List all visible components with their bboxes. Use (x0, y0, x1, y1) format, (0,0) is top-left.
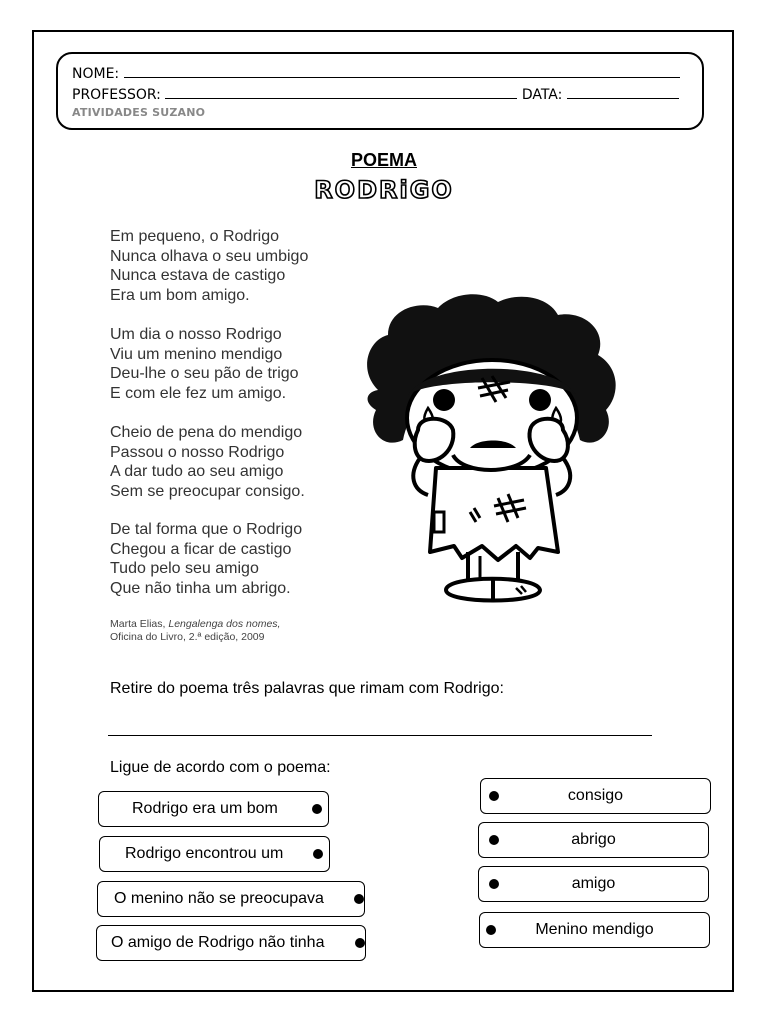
stanza-1 (110, 227, 308, 305)
poem-line: Chegou a ficar de castigo (110, 540, 292, 558)
teacher-field[interactable] (165, 86, 517, 99)
right-option-label: Menino mendigo (535, 921, 654, 938)
poem-line: Nunca estava de castigo (110, 267, 286, 284)
poem-line: De tal forma que o Rodrigo (110, 521, 303, 538)
right-option-3[interactable] (478, 866, 709, 902)
right-option-2[interactable] (478, 822, 709, 858)
left-option-1[interactable] (98, 791, 329, 827)
poem-line: Em pequeno, o Rodrigo (110, 228, 279, 245)
left-option-2[interactable] (99, 836, 330, 872)
poem-line: Era um bom amigo. (110, 286, 250, 304)
connector-dot[interactable] (312, 804, 322, 814)
answer-line[interactable] (108, 735, 652, 736)
crying-boy-icon (358, 290, 626, 620)
date-field[interactable] (567, 86, 679, 99)
connector-dot[interactable] (354, 894, 364, 904)
poem-line: Tudo pelo seu amigo (110, 560, 259, 577)
right-option-1[interactable] (480, 778, 711, 814)
connector-dot[interactable] (489, 879, 499, 889)
left-option-label: O menino não se preocupava (114, 890, 324, 907)
poem-line: Viu um menino mendigo (110, 345, 283, 363)
poem-title-text: RODRiGO (314, 176, 454, 204)
connector-dot[interactable] (313, 849, 323, 859)
connector-dot[interactable] (489, 835, 499, 845)
stanza-4 (110, 520, 302, 598)
poem-line: Que não tinha um abrigo. (110, 579, 291, 597)
question-rhymes: Retire do poema três palavras que rimam com Rodrigo: (110, 680, 504, 697)
stanza-2 (110, 325, 299, 403)
poem-line: Deu-lhe o seu pão de trigo (110, 365, 299, 382)
credit-book: Lengalenga dos nomes, (168, 618, 281, 630)
teacher-label: PROFESSOR: (72, 87, 161, 103)
connector-dot[interactable] (486, 925, 496, 935)
connector-dot[interactable] (355, 938, 365, 948)
poem-line: A dar tudo ao seu amigo (110, 463, 284, 480)
right-option-label: amigo (571, 875, 616, 892)
date-label: DATA: (521, 87, 563, 103)
name-row (72, 65, 680, 82)
poem-credit (110, 618, 280, 644)
header-box (56, 52, 704, 130)
poem-label: POEMA (350, 150, 417, 170)
poem-line: Um dia o nosso Rodrigo (110, 326, 282, 343)
right-option-4[interactable] (479, 912, 710, 948)
connector-dot[interactable] (489, 791, 499, 801)
left-option-label: O amigo de Rodrigo não tinha (111, 934, 325, 951)
credit-publisher: Oficina do Livro, 2.ª edição, 2009 (110, 631, 265, 643)
question-match: Ligue de acordo com o poema: (110, 759, 331, 776)
credit-author: Marta Elias, (110, 618, 166, 630)
right-option-label: abrigo (571, 831, 616, 848)
name-label: NOME: (72, 66, 120, 82)
stanza-3 (110, 423, 305, 501)
poem-line: Sem se preocupar consigo. (110, 482, 305, 500)
poem-line: Cheio de pena do mendigo (110, 424, 303, 441)
poem-line: Nunca olhava o seu umbigo (110, 247, 309, 265)
name-field[interactable] (124, 65, 680, 78)
brand-text: ATIVIDADES SUZANO (72, 106, 206, 119)
teacher-row (72, 86, 679, 103)
poem-title (0, 172, 768, 211)
poem-line: E com ele fez um amigo. (110, 384, 287, 402)
left-option-4[interactable] (96, 925, 366, 961)
right-option-label: consigo (567, 787, 624, 804)
left-option-label: Rodrigo era um bom (132, 800, 278, 817)
poem-line: Passou o nosso Rodrigo (110, 443, 285, 461)
left-option-3[interactable] (97, 881, 365, 917)
left-option-label: Rodrigo encontrou um (125, 845, 284, 862)
